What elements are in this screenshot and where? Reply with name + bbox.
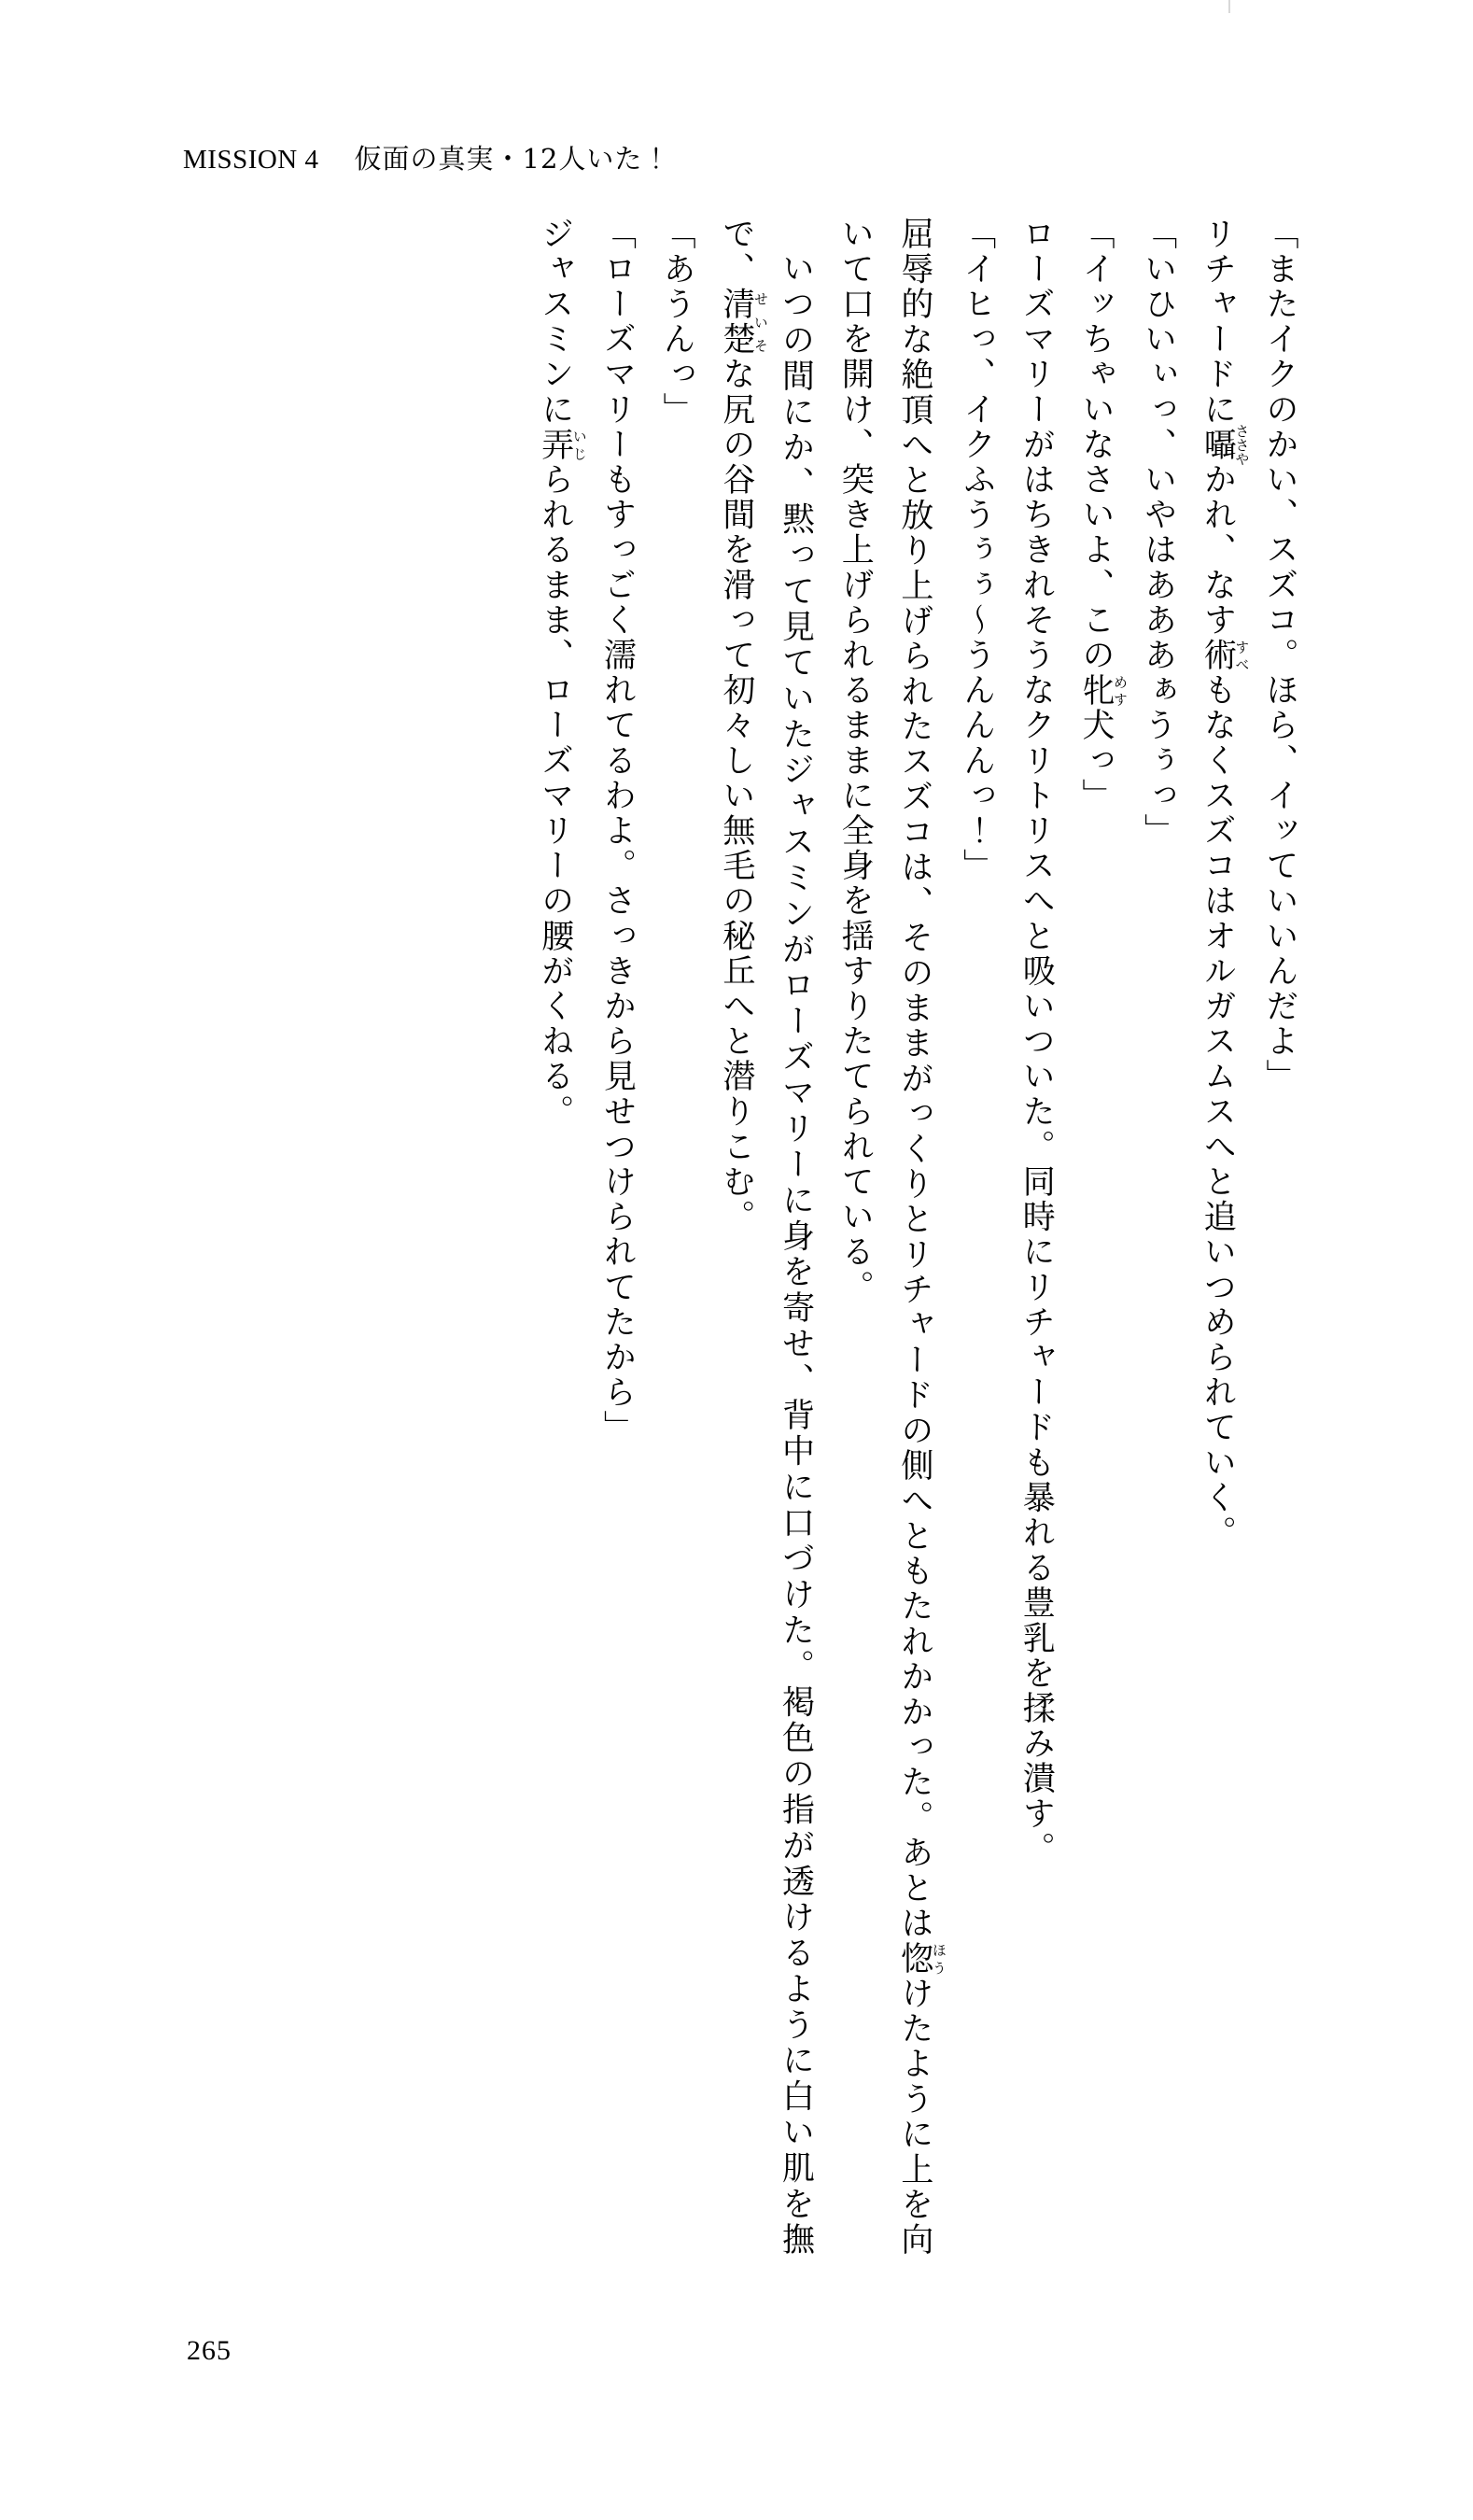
vertical-body-text [177, 217, 1309, 2258]
ruby-reading: ほう [930, 1940, 947, 1977]
paragraph: いつの間にか、黙って見ていたジャスミンがローズマリーに身を寄せ、背中に口づけた。褐色の指が透けるように白い肌を撫で、清楚せいそな尻の谷間を滑って初々しい無毛の秘丘へと潜りこむ。 [717, 217, 815, 2258]
paragraph: 「イヒっ、イクふうぅぅ～うんんんっ！」 [958, 217, 996, 884]
paragraph: ジャスミンに弄いじられるまま、ローズマリーの腰がくねる。 [536, 217, 588, 1130]
running-head-mission-label: MISSION 4 [183, 145, 319, 175]
paragraph: 屈辱的な絶頂へと放り上げられたスズコは、そのままがっくりとリチャードの側へともたれかかった。あとは惚ほうけたように上を向いて口を開け、突き上げられるままに全身を揺すりたてられている。 [836, 217, 947, 2258]
paragraph: 「あうんっ」 [658, 217, 696, 428]
paragraph: リチャードに囁ささやかれ、なす術すべもなくスズコはオルガスムスへと追いつめられていく。 [1199, 217, 1251, 1551]
page-number: 265 [187, 2335, 231, 2366]
ruby-mesu: 牝めす [1076, 672, 1129, 709]
ruby-sasaya: 囁ささや [1199, 423, 1251, 466]
running-head [183, 138, 670, 176]
paragraph: 「ローズマリーもすっごく濡れてるわよ。さっきから見せつけられてたから」 [598, 217, 637, 1445]
paragraph: 「またイクのかい、スズコ。ほら、イッていいんだよ」 [1261, 217, 1298, 1094]
ruby-iji: 弄いじ [536, 427, 588, 463]
ruby-reading: めす [1111, 672, 1129, 709]
ruby-seiso: 清楚せいそ [717, 287, 769, 358]
scan-edge-mark [1228, 0, 1230, 13]
ruby-hou: 惚ほう [895, 1940, 947, 1977]
ruby-reading: すべ [1233, 638, 1251, 673]
ruby-reading: ささや [1233, 423, 1251, 466]
running-head-chapter-title: 仮面の真実・12人いた！ [354, 143, 671, 175]
ruby-sube: 術すべ [1199, 638, 1251, 673]
paragraph: 「いひいぃっ、いやはあああぁうぅっ」 [1139, 217, 1177, 849]
paragraph: 「イッちゃいなさいよ、この牝めす犬っ」 [1076, 217, 1129, 814]
ruby-reading: いじ [570, 427, 588, 463]
ruby-reading: せいそ [751, 287, 769, 358]
paragraph: ローズマリーがはちきれそうなクリトリスへと吸いついた。同時にリチャードも暴れる豊乳を揉み潰す。 [1017, 217, 1056, 1867]
